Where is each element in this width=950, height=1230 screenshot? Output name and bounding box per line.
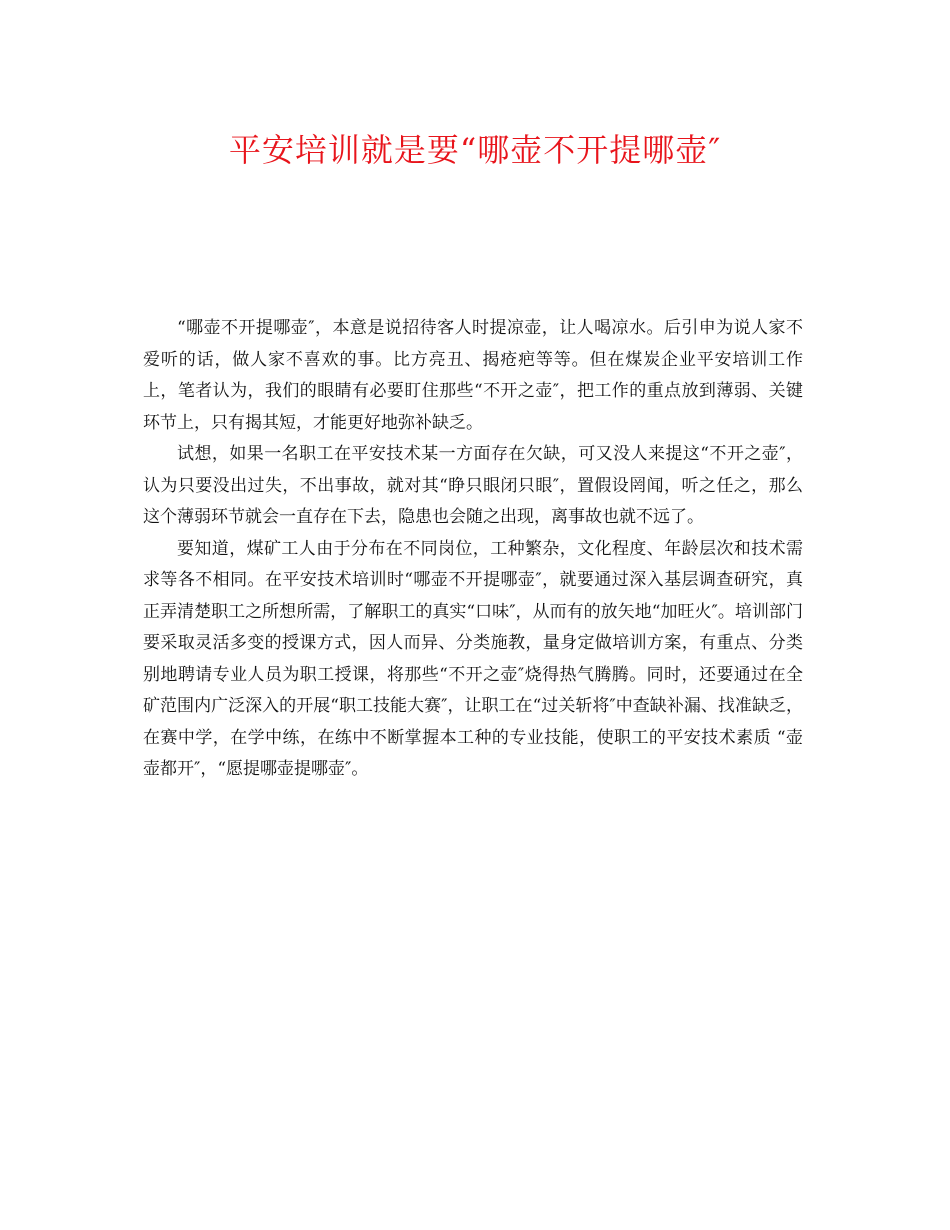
paragraph-2: 试想，如果一名职工在平安技术某一方面存在欠缺，可又没人来提这“不开之壶″，认为只要没出过失，不出事故，就对其“睁只眼闭只眼″，置假设罔闻，听之任之，那么这个薄弱环节就会一直存在下去，隐患也会随之出现，离事故也就不远了。 (143, 444, 803, 527)
document-body (143, 313, 803, 786)
document-title: 平安培训就是要“哪壶不开提哪壶″ (228, 131, 722, 169)
paragraph-1: “哪壶不开提哪壶″，本意是说招待客人时提凉壶，让人喝凉水。后引申为说人家不爱听的话，做人家不喜欢的事。比方亮丑、揭疮疤等等。但在煤炭企业平安培训工作上，笔者认为，我们的眼睛有必要盯住那些“不开之壶″，把工作的重点放到薄弱、关键环节上，只有揭其短，才能更好地弥补缺乏。 (143, 318, 803, 433)
paragraph-3: 要知道，煤矿工人由于分布在不同岗位，工种繁杂，文化程度、年龄层次和技术需求等各不相同。在平安技术培训时“哪壶不开提哪壶″，就要通过深入基层调查研究，真正弄清楚职工之所想所需，了解职工的真实“口味″，从而有的放矢地“加旺火″。培训部门要采取灵活多变的授课方式，因人而异、分类施教，量身定做培训方案，有重点、分类别地聘请专业人员为职工授课，将那些“不开之壶″烧得热气腾腾。同时，还要通过在全矿范围内广泛深入的开展“职工技能大赛″，让职工在“过关斩将″中查缺补漏、找准缺乏，在赛中学，在学中练，在练中不断掌握本工种的专业技能，使职工的平安技术素质 “壶壶都开″，“愿提哪壶提哪壶″。 (143, 538, 803, 779)
